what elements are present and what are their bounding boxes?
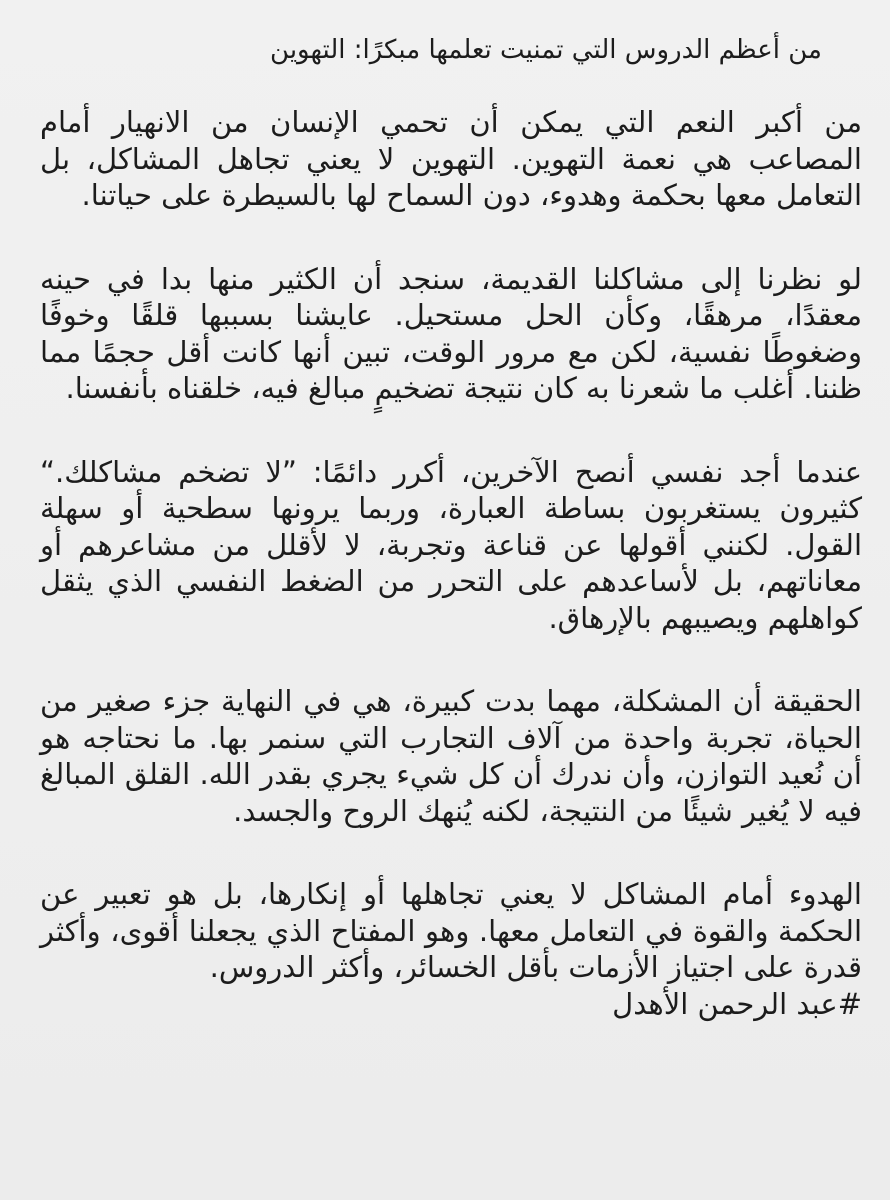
paragraph-3: عندما أجد نفسي أنصح الآخرين، أكرر دائمًا: ”لا تضخم مشاكلك.“ كثيرون يستغربون بساطة العبارة، وربما يرونها سطحية أو سهلة القول. لكنني أقولها عن قناعة وتجربة، لا لأقلل من مشاعرهم أو معاناتهم، بل لأساعدهم على التحرر من الضغط النفسي الذي يثقل كواهلهم ويصيبهم بالإرهاق. [40,454,862,635]
paragraph-5: الهدوء أمام المشاكل لا يعني تجاهلها أو إنكارها، بل هو تعبير عن الحكمة والقوة في التعامل معها. وهو المفتاح الذي يجعلنا أقوى، وأكثر قدرة على اجتياز الأزمات بأقل الخسائر، وأكثر الدروس. [40,877,862,984]
author-hashtag: #عبد الرحمن الأهدل [612,986,862,1021]
article-title: من أعظم الدروس التي تمنيت تعلمها مبكرًا: التهوين [270,35,822,65]
paragraph-1: من أكبر النعم التي يمكن أن تحمي الإنسان من الانهيار أمام المصاعب هي نعمة التهوين. التهوين لا يعني تجاهل المشاكل، بل التعامل معها بحكمة وهدوء، دون السماح لها بالسيطرة على حياتنا. [40,105,862,212]
paragraph-2: لو نظرنا إلى مشاكلنا القديمة، سنجد أن الكثير منها بدا في حينه معقدًا، مرهقًا، وكأن الحل مستحيل. عايشنا بسببها قلقًا وخوفًا وضغوطًا نفسية، لكن مع مرور الوقت، تبين أنها كانت أقل حجمًا مما ظننا. أغلب ما شعرنا به كان نتيجة تضخيمٍ مبالغ فيه، خلقناه بأنفسنا. [40,261,862,405]
paragraph-4: الحقيقة أن المشكلة، مهما بدت كبيرة، هي في النهاية جزء صغير من الحياة، تجربة واحدة من آلاف التجارب التي سنمر بها. ما نحتاجه هو أن نُعيد التوازن، وأن ندرك أن كل شيء يجري بقدر الله. القلق المبالغ فيه لا يُغير شيئًا من النتيجة، لكنه يُنهك الروح والجسد. [40,684,862,828]
